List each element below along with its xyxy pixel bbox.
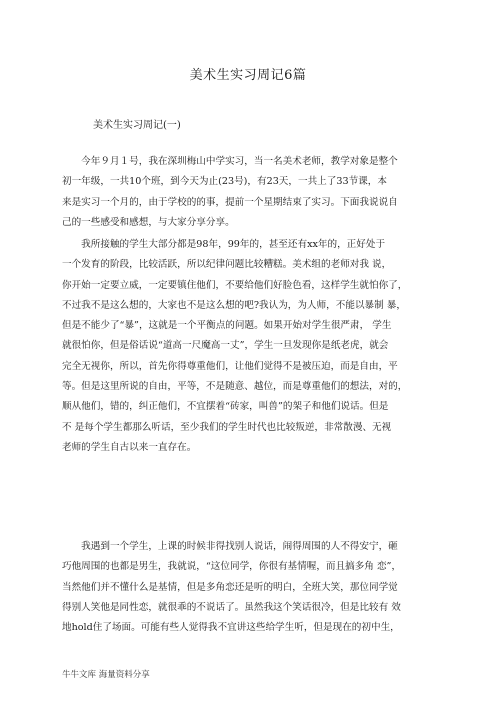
text-line: 己的一些感受和感想，与大家分享分享。 xyxy=(62,216,235,228)
paragraph-2 xyxy=(62,235,438,458)
text-line: 但是不能少了“暴”，这就是一个平衡点的问题。如果开始对学生很严肃， 学生 xyxy=(62,320,392,332)
text-line: 顺从他们，错的，纠正他们，不宜摆着“砖家，叫兽”的架子和他们说话。但是 xyxy=(62,401,389,413)
text-line: 你开始一定要立威，一定要镇住他们，不要给他们好脸色看，这样学生就怕你了， xyxy=(62,279,408,291)
text-line: 来是实习一个月的，由于学校的的事，提前一个星期结束了实习。下面我说说自 xyxy=(62,196,398,208)
footer-text: 牛牛文库 海量资料分享 xyxy=(62,670,150,680)
paragraph-1 xyxy=(62,152,438,233)
text-line: 老师的学生自古以来一直存在。 xyxy=(62,441,197,453)
text-line: 我遇到一个学生，上课的时候非得找别人说话，闹得周围的人不得安宁，砸 xyxy=(62,541,398,552)
text-line: 今年９月１号，我在深圳梅山中学实习，当一名美术老师，教学对象是整个 xyxy=(62,156,398,167)
text-line: 地hold住了场面。可能有些人觉得我不宜讲这些给学生听，但是现在的初中生， xyxy=(62,622,400,634)
text-line: 完全无视你，所以，首先你得尊重他们，让他们觉得不是被压迫，而是自由，平 xyxy=(62,360,398,372)
text-line: 就很怕你，但是俗话说“道高一尺魔高一丈”，学生一旦发现你是纸老虎，就会 xyxy=(62,340,389,352)
text-line: 巧他周围的也都是男生，我就说，“这位同学，你很有基情喔，而且搞多角 恋”， xyxy=(62,561,402,573)
text-line: 一个发育的阶段，比较活跃，所以纪律问题比较糟糕。美术组的老师对我 说， xyxy=(62,259,392,271)
text-line: 我所接触的学生大部分都是98年，99年的，甚至还有xx年的，正好处于 xyxy=(62,239,386,250)
text-line: 等。但是这里所说的自由，平等，不是随意、越位，而是尊重他们的想法，对的， xyxy=(62,381,408,393)
section-heading: 美术生实习周记(一) xyxy=(93,120,181,131)
document-title: 美术生实习周记6篇 xyxy=(189,68,307,83)
text-line: 不 是每个学生都那么听话，至少我们的学生时代也比较叛逆，非常散漫、无视 xyxy=(62,421,392,433)
text-line: 不过我不是这么想的，大家也不是这么想的吧?我认为，为人师，不能以暴制 暴， xyxy=(62,299,406,311)
text-line: 当然他们并不懂什么是基情，但是多角恋还是听的明白，全班大笑，那位同学觉 xyxy=(62,581,398,593)
paragraph-3 xyxy=(62,537,438,638)
text-line: 得别人笑他是同性恋，就很乖的不说话了。虽然我这个笑话很冷，但是比较有 效 xyxy=(62,601,401,613)
text-line: 初一年级，一共10个班，到今天为止(23号)，有23天，一共上了33节课，本 xyxy=(62,176,387,188)
